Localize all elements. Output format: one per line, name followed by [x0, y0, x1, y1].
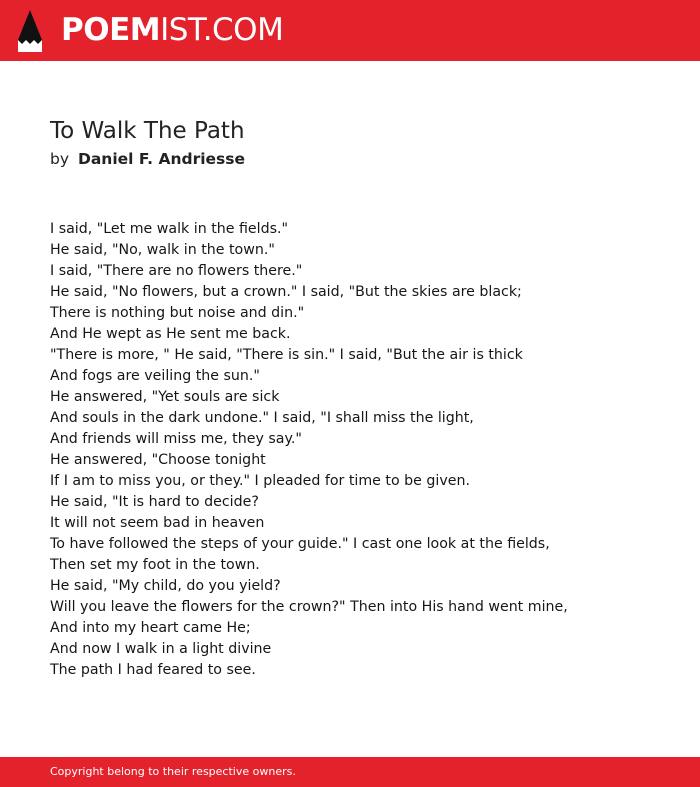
- poem-line: And souls in the dark undone." I said, "I shall miss the light,: [50, 410, 474, 426]
- site-header: [0, 0, 700, 61]
- poem-line: Will you leave the flowers for the crown?" Then into His hand went mine,: [50, 599, 568, 615]
- poem-line: To have followed the steps of your guide." I cast one look at the fields,: [50, 536, 550, 552]
- poem-line: It will not seem bad in heaven: [50, 515, 265, 531]
- author-name[interactable]: Daniel F. Andriesse: [77, 150, 246, 168]
- poem-line: "There is more, " He said, "There is sin." I said, "But the air is thick: [50, 347, 523, 363]
- poem-body: [50, 219, 670, 681]
- logo-text-bold: POEM: [61, 12, 161, 48]
- poem-line: He said, "My child, do you yield?: [50, 578, 281, 594]
- logo-text-light: IST.COM: [160, 12, 284, 48]
- poem-line: He answered, "Choose tonight: [50, 452, 266, 468]
- poem-line: He answered, "Yet souls are sick: [50, 389, 280, 405]
- poem-title: To Walk The Path: [50, 118, 245, 144]
- site-footer: [0, 757, 700, 787]
- poem-line: The path I had feared to see.: [50, 662, 256, 678]
- byline: [50, 149, 245, 169]
- pencil-logo-icon[interactable]: [18, 10, 42, 52]
- poem-line: And into my heart came He;: [50, 620, 251, 636]
- copyright-notice: Copyright belong to their respective owners.: [50, 765, 296, 778]
- poem-line: He said, "No flowers, but a crown." I said, "But the skies are black;: [50, 284, 522, 300]
- by-label: by: [50, 150, 70, 168]
- poem-line: And fogs are veiling the sun.": [50, 368, 260, 384]
- poem-line: And He wept as He sent me back.: [50, 326, 291, 342]
- poem-line: Then set my foot in the town.: [50, 557, 260, 573]
- poem-line: He said, "It is hard to decide?: [50, 494, 259, 510]
- poem-line: There is nothing but noise and din.": [50, 305, 305, 321]
- poem-line: I said, "There are no flowers there.": [50, 263, 303, 279]
- poem-line: If I am to miss you, or they." I pleaded for time to be given.: [50, 473, 470, 489]
- poem-line: I said, "Let me walk in the fields.": [50, 221, 289, 237]
- poem-line: And friends will miss me, they say.": [50, 431, 302, 447]
- site-logo[interactable]: [61, 10, 283, 50]
- poem-line: He said, "No, walk in the town.": [50, 242, 275, 258]
- poem-line: And now I walk in a light divine: [50, 641, 272, 657]
